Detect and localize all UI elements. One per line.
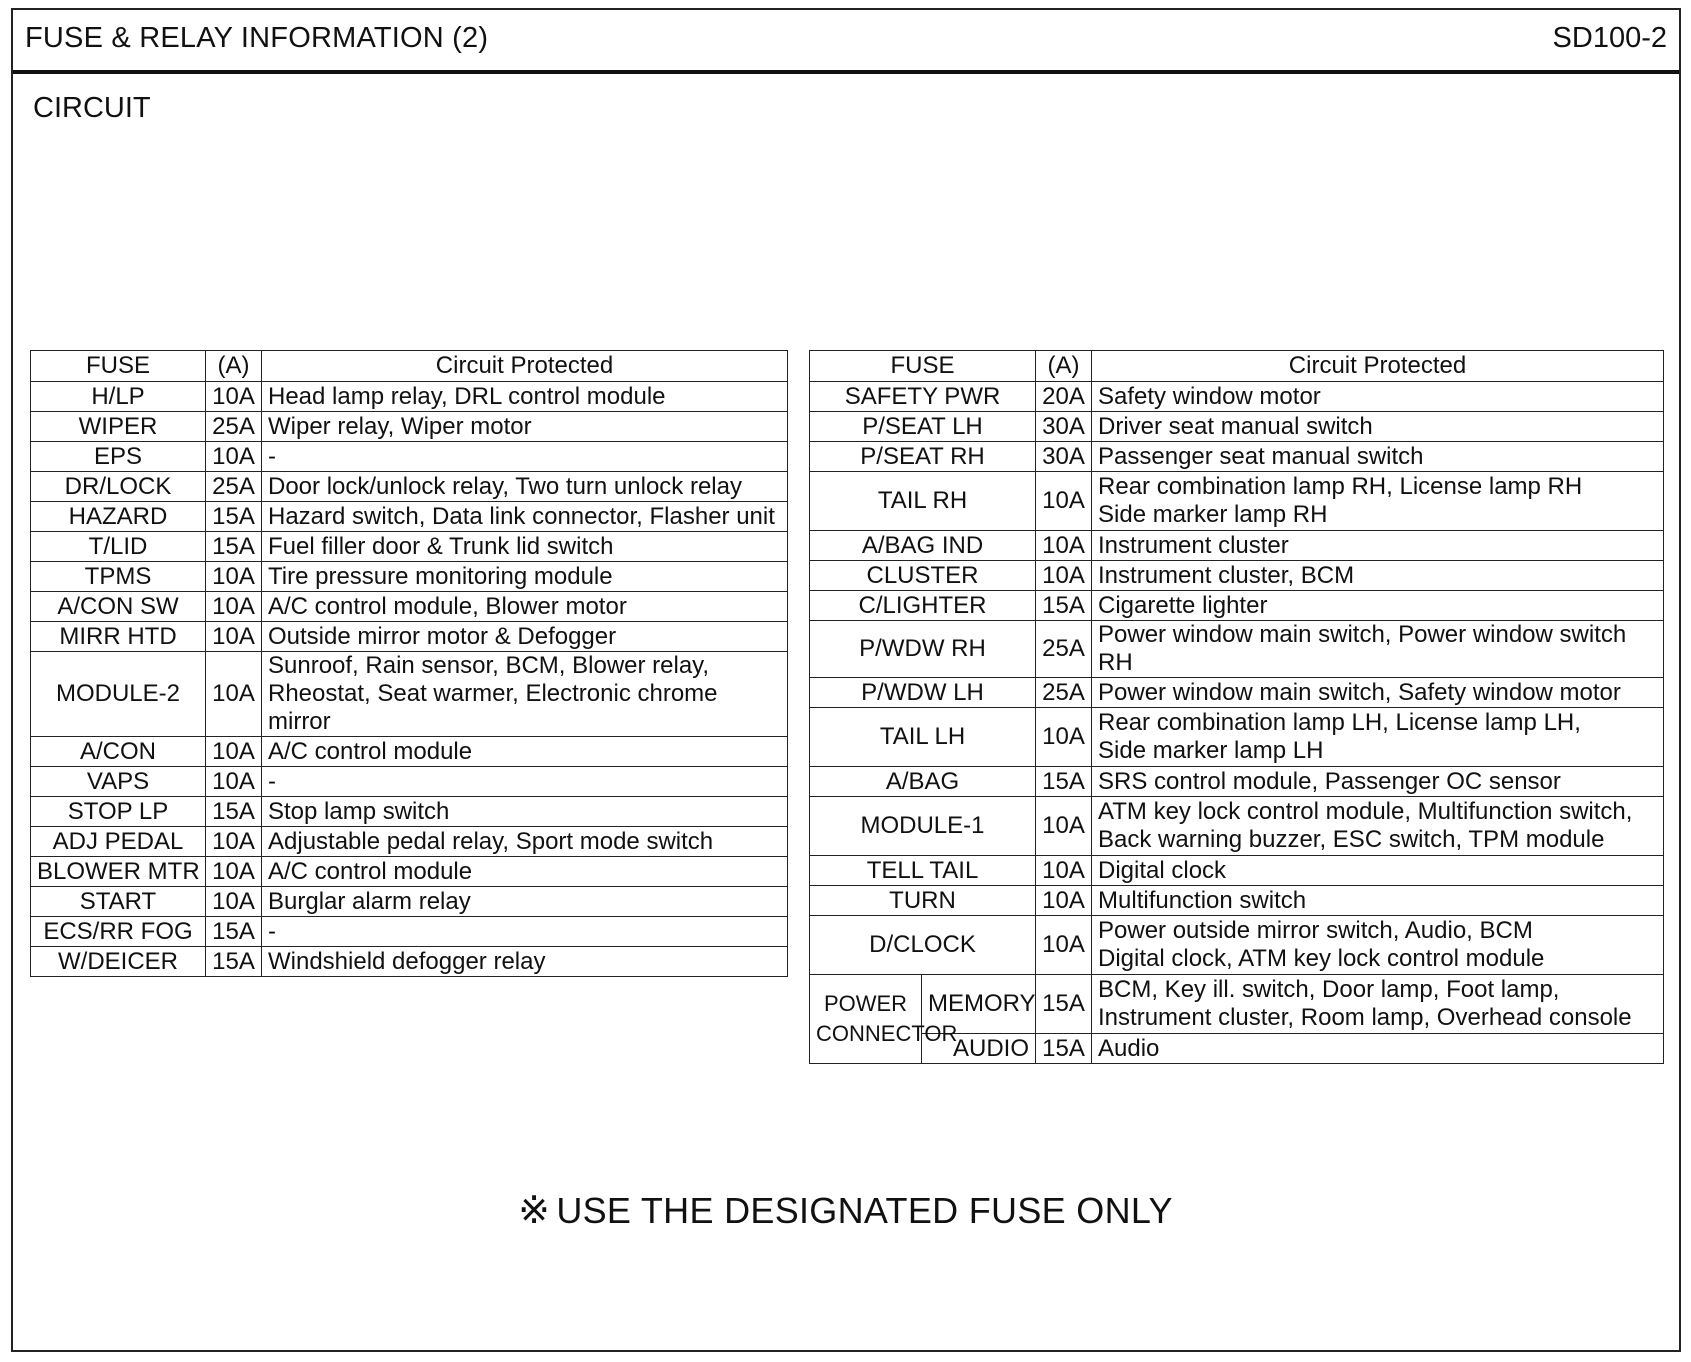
circuit-line: Wiper relay, Wiper motor: [268, 412, 532, 440]
fuse-amp-cell: 10A: [206, 887, 262, 917]
fuse-amp-cell: 15A: [1036, 591, 1092, 621]
circuit-line: Side marker lamp RH: [1098, 501, 1328, 528]
circuit-cell: [1092, 767, 1664, 797]
fuse-amp-cell: 10A: [1036, 708, 1092, 767]
circuit-cell: [1092, 856, 1664, 886]
circuit-line: Outside mirror motor & Defogger: [268, 622, 617, 650]
fuse-amp-cell: 10A: [1036, 797, 1092, 856]
fuse-amp-cell: 10A: [206, 382, 262, 412]
circuit-line: -: [268, 917, 276, 945]
table-row: [31, 857, 788, 887]
circuit-cell: [262, 472, 788, 502]
table-row: [810, 767, 1664, 797]
table-row: [31, 472, 788, 502]
circuit-line: Stop lamp switch: [268, 797, 450, 825]
fuse-amp-cell: 15A: [206, 502, 262, 532]
fuse-amp-cell: 10A: [1036, 856, 1092, 886]
circuit-line: Fuel filler door & Trunk lid switch: [268, 532, 614, 560]
table-row: [31, 917, 788, 947]
circuit-line: Passenger seat manual switch: [1098, 442, 1424, 470]
fuse-name-cell: HAZARD: [31, 502, 206, 532]
fuse-name-cell: T/LID: [31, 532, 206, 562]
fuse-amp-cell: 30A: [1036, 412, 1092, 442]
column-header-fuse: FUSE: [31, 351, 206, 382]
table-row: [31, 562, 788, 592]
circuit-cell: [1092, 678, 1664, 708]
circuit-line: Power window main switch, Power window switch RH: [1098, 621, 1627, 676]
table-row: [810, 916, 1664, 975]
fuse-name-cell: A/CON SW: [31, 592, 206, 622]
circuit-cell: [262, 532, 788, 562]
fuse-name-cell: TPMS: [31, 562, 206, 592]
circuit-line: Driver seat manual switch: [1098, 412, 1373, 440]
fuse-name-cell: TAIL RH: [810, 472, 1036, 531]
circuit-line: Side marker lamp LH: [1098, 737, 1324, 764]
fuse-amp-cell: 25A: [1036, 621, 1092, 678]
fuse-amp-cell: 20A: [1036, 382, 1092, 412]
group-label-line: POWER: [823, 991, 908, 1016]
table-row: [31, 767, 788, 797]
circuit-line: Cigarette lighter: [1098, 591, 1268, 619]
circuit-cell: [1092, 561, 1664, 591]
table-row: [810, 975, 1664, 1034]
circuit-line: Hazard switch, Data link connector, Flasher unit: [268, 502, 775, 530]
circuit-line: Digital clock, ATM key lock control module: [1098, 945, 1545, 972]
table-row: [31, 382, 788, 412]
fuse-name-cell: C/LIGHTER: [810, 591, 1036, 621]
fuse-amp-cell: 10A: [206, 652, 262, 737]
fuse-amp-cell: 10A: [206, 622, 262, 652]
fuse-amp-cell: 15A: [1036, 1034, 1092, 1064]
circuit-line: Sunroof, Rain sensor, BCM, Blower relay,: [268, 652, 710, 679]
circuit-cell: [1092, 975, 1664, 1034]
fuse-amp-cell: 10A: [206, 442, 262, 472]
table-row: [810, 442, 1664, 472]
circuit-line: Instrument cluster: [1098, 531, 1289, 559]
column-header-amp: (A): [1036, 351, 1092, 382]
circuit-line: Power outside mirror switch, Audio, BCM: [1098, 917, 1533, 944]
fuse-amp-cell: 10A: [1036, 531, 1092, 561]
fuse-name-cell: TURN: [810, 886, 1036, 916]
page-code: SD100-2: [1552, 22, 1667, 54]
table-header-row: [810, 351, 1664, 382]
circuit-cell: [1092, 412, 1664, 442]
page-title: FUSE & RELAY INFORMATION (2): [25, 22, 489, 54]
circuit-cell: [1092, 472, 1664, 531]
circuit-line: Adjustable pedal relay, Sport mode switch: [268, 827, 714, 855]
fuse-name-cell: TAIL LH: [810, 708, 1036, 767]
fuse-amp-cell: 10A: [206, 592, 262, 622]
circuit-cell: [262, 737, 788, 767]
fuse-name-cell: A/CON: [31, 737, 206, 767]
circuit-line: Head lamp relay, DRL control module: [268, 382, 666, 410]
table-row: [810, 561, 1664, 591]
column-header-fuse: FUSE: [810, 351, 1036, 382]
circuit-cell: [1092, 531, 1664, 561]
fuse-name-cell: TELL TAIL: [810, 856, 1036, 886]
fuse-name-cell: WIPER: [31, 412, 206, 442]
circuit-line: BCM, Key ill. switch, Door lamp, Foot lamp,: [1098, 976, 1560, 1003]
table-header-row: [31, 351, 788, 382]
table-row: [31, 887, 788, 917]
fuse-amp-cell: 15A: [206, 947, 262, 977]
table-row: [31, 827, 788, 857]
fuse-amp-cell: 30A: [1036, 442, 1092, 472]
circuit-line: Door lock/unlock relay, Two turn unlock relay: [268, 472, 742, 500]
circuit-line: Tire pressure monitoring module: [268, 562, 613, 590]
fuse-amp-cell: 10A: [1036, 472, 1092, 531]
table-row: [31, 797, 788, 827]
circuit-cell: [262, 857, 788, 887]
fuse-name-cell: ECS/RR FOG: [31, 917, 206, 947]
column-header-circuit: Circuit Protected: [1092, 351, 1664, 382]
circuit-cell: [262, 562, 788, 592]
table-row: [31, 502, 788, 532]
fuse-name-cell: DR/LOCK: [31, 472, 206, 502]
table-row: [810, 886, 1664, 916]
table-row: [810, 382, 1664, 412]
fuse-name-cell: MODULE-2: [31, 652, 206, 737]
column-header-circuit: Circuit Protected: [262, 351, 788, 382]
page-header: [13, 10, 1679, 74]
table-row: [810, 591, 1664, 621]
column-header-amp: (A): [206, 351, 262, 382]
fuse-amp-cell: 25A: [206, 472, 262, 502]
fuse-amp-cell: 25A: [1036, 678, 1092, 708]
fuse-name-cell: STOP LP: [31, 797, 206, 827]
table-row: [31, 947, 788, 977]
table-row: [810, 856, 1664, 886]
circuit-line: Power window main switch, Safety window motor: [1098, 678, 1621, 706]
section-label: CIRCUIT: [33, 92, 151, 124]
circuit-cell: [262, 442, 788, 472]
fuse-amp-cell: 10A: [206, 857, 262, 887]
fuse-name-cell: P/WDW RH: [810, 621, 1036, 678]
table-row: [810, 678, 1664, 708]
fuse-name-cell: MODULE-1: [810, 797, 1036, 856]
fuse-amp-cell: 10A: [206, 767, 262, 797]
circuit-line: Rheostat, Seat warmer, Electronic chrome mirror: [268, 680, 718, 735]
fuse-amp-cell: 25A: [206, 412, 262, 442]
fuse-name-cell: MEMORY: [922, 975, 1036, 1034]
circuit-cell: [262, 592, 788, 622]
circuit-line: Audio: [1098, 1034, 1160, 1062]
fuse-amp-cell: 10A: [1036, 886, 1092, 916]
fuse-name-cell: BLOWER MTR: [31, 857, 206, 887]
circuit-line: Rear combination lamp LH, License lamp LH,: [1098, 709, 1581, 736]
circuit-line: A/C control module: [268, 857, 473, 885]
table-row: [810, 621, 1664, 678]
table-row: [31, 592, 788, 622]
circuit-cell: [262, 767, 788, 797]
table-row: [31, 412, 788, 442]
fuse-amp-cell: 10A: [206, 562, 262, 592]
circuit-line: -: [268, 442, 276, 470]
fuse-name-cell: W/DEICER: [31, 947, 206, 977]
table-row: [31, 622, 788, 652]
fuse-name-cell: P/WDW LH: [810, 678, 1036, 708]
fuse-amp-cell: 10A: [1036, 916, 1092, 975]
fuse-name-cell: P/SEAT RH: [810, 442, 1036, 472]
circuit-cell: [262, 887, 788, 917]
fuse-amp-cell: 10A: [206, 737, 262, 767]
fuse-name-cell: A/BAG: [810, 767, 1036, 797]
circuit-cell: [262, 502, 788, 532]
fuse-name-cell: MIRR HTD: [31, 622, 206, 652]
fuse-name-cell: A/BAG IND: [810, 531, 1036, 561]
table-row: [810, 412, 1664, 442]
reference-mark-icon: ※: [518, 1190, 551, 1232]
table-row: [810, 472, 1664, 531]
fuse-amp-cell: 15A: [206, 917, 262, 947]
circuit-cell: [1092, 797, 1664, 856]
circuit-cell: [1092, 382, 1664, 412]
circuit-line: Instrument cluster, Room lamp, Overhead console: [1098, 1004, 1632, 1031]
fuse-amp-cell: 15A: [1036, 767, 1092, 797]
circuit-line: SRS control module, Passenger OC sensor: [1098, 767, 1561, 795]
table-row: [810, 531, 1664, 561]
circuit-cell: [1092, 621, 1664, 678]
fuse-name-cell: CLUSTER: [810, 561, 1036, 591]
circuit-cell: [1092, 442, 1664, 472]
circuit-cell: [262, 797, 788, 827]
table-row: [810, 797, 1664, 856]
fuse-amp-cell: 15A: [206, 532, 262, 562]
circuit-line: -: [268, 767, 276, 795]
fuse-name-cell: AUDIO: [922, 1034, 1036, 1064]
circuit-cell: [262, 622, 788, 652]
circuit-cell: [262, 917, 788, 947]
fuse-name-cell: START: [31, 887, 206, 917]
circuit-cell: [262, 382, 788, 412]
circuit-line: Multifunction switch: [1098, 886, 1307, 914]
table-row: [31, 442, 788, 472]
right-fuse-table: [809, 350, 1664, 1064]
table-row: [31, 652, 788, 737]
fuse-name-cell: H/LP: [31, 382, 206, 412]
circuit-cell: [262, 652, 788, 737]
circuit-cell: [262, 412, 788, 442]
circuit-line: A/C control module, Blower motor: [268, 592, 627, 620]
circuit-line: Windshield defogger relay: [268, 947, 546, 975]
circuit-line: Burglar alarm relay: [268, 887, 471, 915]
power-connector-group-cell: [810, 975, 958, 1064]
fuse-amp-cell: 15A: [1036, 975, 1092, 1034]
fuse-amp-cell: 10A: [206, 827, 262, 857]
table-row: [31, 737, 788, 767]
fuse-amp-cell: 15A: [206, 797, 262, 827]
circuit-cell: [1092, 591, 1664, 621]
notice-text: USE THE DESIGNATED FUSE ONLY: [556, 1190, 1173, 1231]
left-fuse-table: [30, 350, 788, 977]
fuse-name-cell: D/CLOCK: [810, 916, 1036, 975]
table-row: [31, 532, 788, 562]
fuse-amp-cell: 10A: [1036, 561, 1092, 591]
circuit-line: Back warning buzzer, ESC switch, TPM module: [1098, 826, 1605, 853]
circuit-cell: [262, 947, 788, 977]
circuit-cell: [1092, 916, 1664, 975]
circuit-line: Instrument cluster, BCM: [1098, 561, 1355, 589]
circuit-cell: [1092, 708, 1664, 767]
circuit-cell: [262, 827, 788, 857]
fuse-notice: [0, 1188, 1691, 1233]
circuit-cell: [1092, 886, 1664, 916]
circuit-line: A/C control module: [268, 737, 473, 765]
circuit-line: Digital clock: [1098, 856, 1227, 884]
circuit-line: ATM key lock control module, Multifunction switch,: [1098, 798, 1633, 825]
fuse-name-cell: EPS: [31, 442, 206, 472]
circuit-line: Safety window motor: [1098, 382, 1321, 410]
fuse-name-cell: P/SEAT LH: [810, 412, 1036, 442]
fuse-name-cell: ADJ PEDAL: [31, 827, 206, 857]
circuit-line: Rear combination lamp RH, License lamp RH: [1098, 473, 1583, 500]
circuit-cell: [1092, 1034, 1664, 1064]
table-row: [810, 708, 1664, 767]
group-label-line: CONNECTOR: [816, 1021, 958, 1046]
fuse-name-cell: SAFETY PWR: [810, 382, 1036, 412]
fuse-name-cell: VAPS: [31, 767, 206, 797]
